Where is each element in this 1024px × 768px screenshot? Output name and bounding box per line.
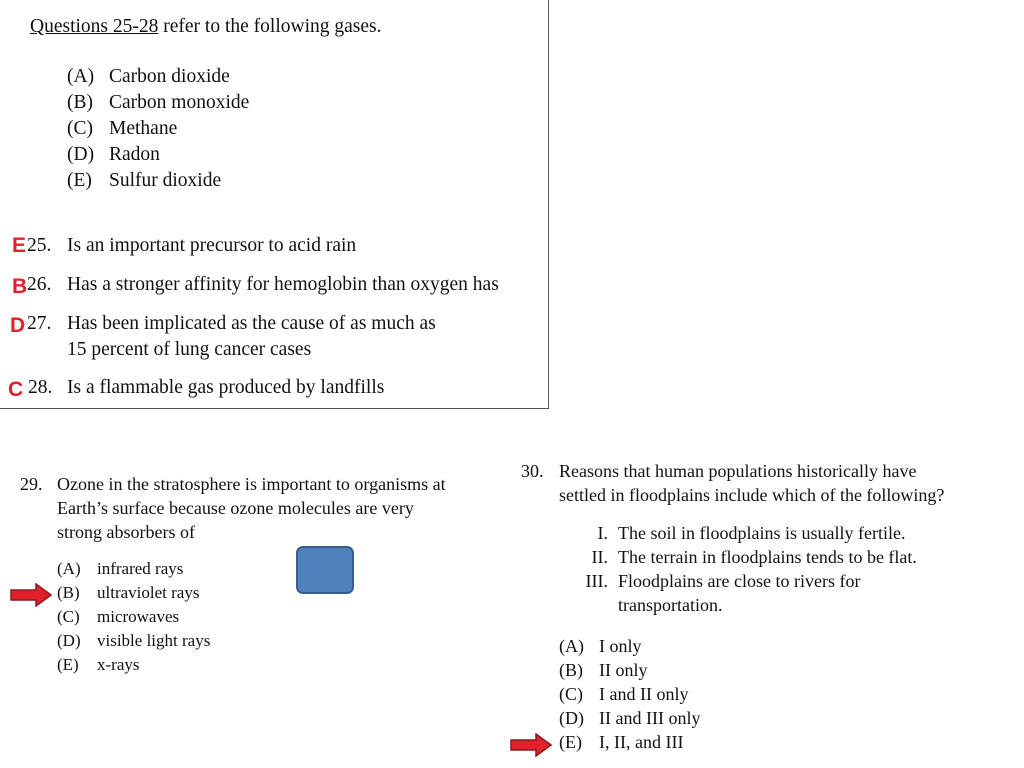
answer-option[interactable]: (A) infrared rays <box>57 559 184 578</box>
question-text-26: Has a stronger affinity for hemoglobin than oxygen has <box>67 274 499 295</box>
gas-option: (B) Carbon monoxide <box>67 92 250 113</box>
question-number-25: 25. <box>27 235 52 256</box>
gas-options-list <box>67 64 249 194</box>
answer-mark-28: C <box>8 378 24 401</box>
question-number-26: 26. <box>27 274 52 295</box>
answer-arrow-icon <box>510 733 552 757</box>
gas-option: (E) Sulfur dioxide <box>67 170 222 191</box>
blue-square-button[interactable] <box>296 546 354 594</box>
question-text-25: Is an important precursor to acid rain <box>67 235 357 256</box>
answer-option[interactable]: (A) I only <box>559 636 642 656</box>
question-text-27-line-2: 15 percent of lung cancer cases <box>67 339 312 360</box>
answer-option[interactable]: (C) microwaves <box>57 607 180 626</box>
group-header-link[interactable]: Questions 25-28 <box>30 16 159 37</box>
statement-item: I. The soil in floodplains is usually fertile. <box>597 523 906 543</box>
answer-option[interactable]: (C) I and II only <box>559 684 689 704</box>
gas-option: (C) Methane <box>67 118 178 139</box>
group-header <box>30 14 381 40</box>
answer-option[interactable]: (D) visible light rays <box>57 631 211 650</box>
question-30-stem: Reasons that human populations historically have settled in floodplains include which of the following? <box>559 461 945 505</box>
gas-option: (A) Carbon dioxide <box>67 66 230 87</box>
answer-arrow-icon <box>10 583 52 607</box>
answer-mark-26: B <box>12 275 28 298</box>
question-text-28: Is a flammable gas produced by landfills <box>67 377 385 398</box>
statement-item-continuation: transportation. <box>618 595 723 615</box>
answer-option[interactable]: (B) II only <box>559 660 648 680</box>
question-number-28: 28. <box>28 377 53 398</box>
answer-mark-25: E <box>12 234 27 257</box>
group-header-text: refer to the following gases. <box>158 16 382 37</box>
question-29-stem: Ozone in the stratosphere is important to organisms at Earth’s surface because ozone molecules are very strong absorbers of <box>57 474 446 542</box>
answer-option[interactable]: (B) ultraviolet rays <box>57 583 200 602</box>
question-30-number: 30. <box>521 461 544 481</box>
question-29-number: 29. <box>20 474 43 494</box>
question-number-27: 27. <box>27 313 52 334</box>
statement-item: III. Floodplains are close to rivers for <box>585 571 861 591</box>
answer-option[interactable]: (D) II and III only <box>559 708 701 728</box>
question-29-options <box>57 557 210 677</box>
question-30-options <box>559 634 700 754</box>
statement-item: II. The terrain in floodplains tends to be flat. <box>591 547 917 567</box>
question-text-27-line-1: Has been implicated as the cause of as much as <box>67 313 436 334</box>
answer-mark-27: D <box>10 314 26 337</box>
gas-option: (D) Radon <box>67 144 160 165</box>
answer-option[interactable]: (E) I, II, and III <box>559 732 684 752</box>
question-30-statements <box>552 521 917 617</box>
answer-option[interactable]: (E) x-rays <box>57 655 140 674</box>
